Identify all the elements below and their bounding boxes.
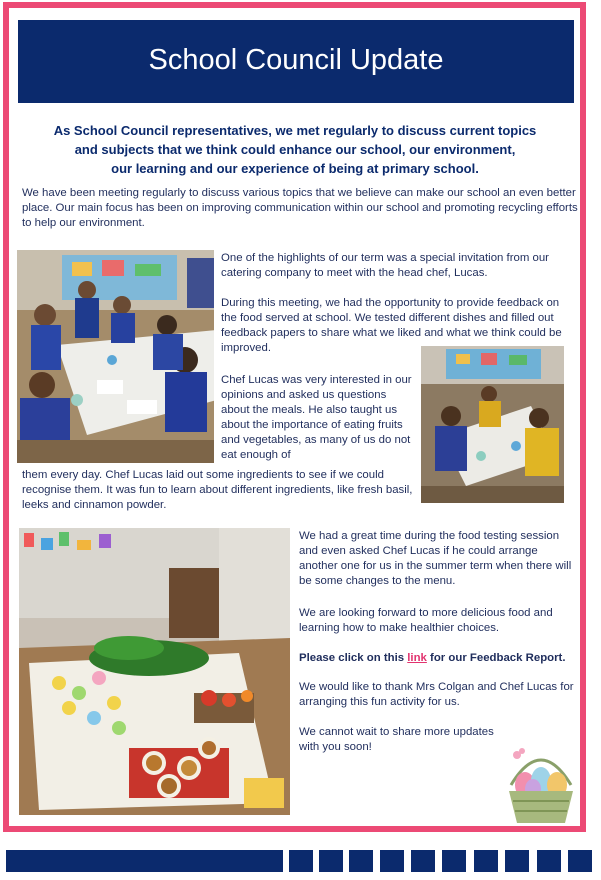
- easter-basket-icon: [503, 743, 579, 827]
- footer-bar: [6, 850, 283, 872]
- footer-block: [568, 850, 592, 872]
- chef-paragraph-continued: them every day. Chef Lucas laid out some ingredients to see if we could recognise them. It was fun to learn about different ingredients, like fresh basil, leeks and cinnamon powder.: [22, 469, 413, 511]
- intro-line: our learning and our experience of being at primary school.: [111, 161, 479, 176]
- forward-paragraph: We are looking forward to more delicious food and learning how to make healthier choices.: [299, 607, 553, 634]
- footer-block: [537, 850, 561, 872]
- thanks-paragraph: We would like to thank Mrs Colgan and Chef Lucas for arranging this fun activity for us.: [299, 681, 574, 708]
- intro-text: [30, 121, 560, 178]
- footer-block: [289, 850, 313, 872]
- footer-block: [505, 850, 529, 872]
- title-banner: [18, 20, 574, 103]
- session-paragraph: We had a great time during the food testing session and even asked Chef Lucas if he could arrange another one for us in the summer term when there will be some changes to the menu.: [299, 530, 572, 587]
- closing-line: with you soon!: [299, 741, 372, 753]
- feedback-paragraph: During this meeting, we had the opportunity to provide feedback on the food served at school. We tested different dishes and filled out feedback papers to share what we liked and what we think could be improved.: [221, 297, 562, 354]
- report-paragraph: [299, 651, 578, 666]
- report-text: Please click on this: [299, 652, 408, 664]
- page-title: School Council Update: [148, 44, 444, 76]
- intro-line: and subjects that we think could enhance our school, our environment,: [74, 142, 516, 157]
- ingredients-table-photo: [19, 528, 290, 815]
- food-tasting-photo: [17, 250, 214, 463]
- footer-block: [349, 850, 373, 872]
- intro-line: As School Council representatives, we met regularly to discuss current topics: [53, 123, 537, 138]
- chef-paragraph: Chef Lucas was very interested in our opinions and asked us questions about the meals. He also taught us about the importance of eating fruits and vegetables, as many of us do not eat enough of: [221, 374, 412, 461]
- footer-block: [380, 850, 404, 872]
- footer-block: [474, 850, 498, 872]
- footer-block: [411, 850, 435, 872]
- highlight-paragraph: One of the highlights of our term was a special invitation from our catering company to meet with the head chef, Lucas.: [221, 252, 549, 279]
- children-table-photo: [421, 346, 564, 503]
- meeting-paragraph: We have been meeting regularly to discuss various topics that we believe can make our school an even better place. Our main focus has been on improving communication within our school and promoting recycling efforts to help our environment.: [22, 187, 578, 229]
- report-text-end: for our Feedback Report.: [426, 652, 566, 664]
- footer-block: [319, 850, 343, 872]
- feedback-report-link[interactable]: link: [407, 652, 427, 664]
- closing-line: We cannot wait to share more updates: [299, 726, 494, 738]
- footer-block: [442, 850, 466, 872]
